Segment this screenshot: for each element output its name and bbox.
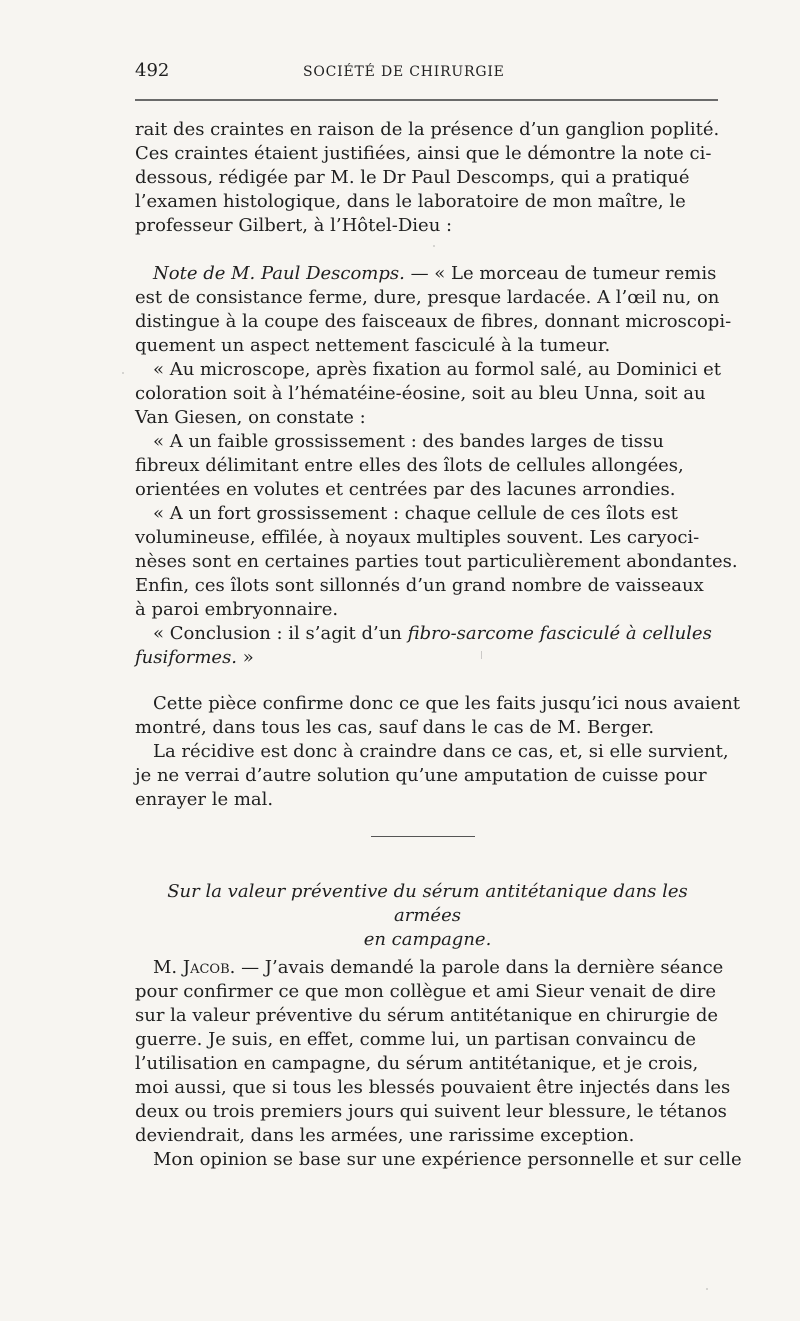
text-line: volumineuse, effilée, à noyaux multiples souvent. Les caryoci- xyxy=(135,527,700,548)
speech-first-line xyxy=(135,956,724,980)
text-line: La récidive est donc à craindre dans ce cas, et, si elle survient, xyxy=(153,741,729,762)
text-line: je ne verrai d’autre solution qu’une amputation de cuisse pour xyxy=(135,765,707,786)
page-number: 492 xyxy=(135,60,170,81)
text-line: l’examen histologique, dans le laboratoire de mon maître, le xyxy=(135,191,686,212)
conclusion-diagnosis: fibro-sarcome fasciculé à cellules xyxy=(407,623,712,644)
section-heading xyxy=(145,880,710,952)
header-rule xyxy=(135,99,718,101)
text-line: deux ou trois premiers jours qui suivent leur blessure, le tétanos xyxy=(135,1101,727,1122)
conclusion-line xyxy=(135,622,718,646)
text-line: est de consistance ferme, dure, presque lardacée. A l’œil nu, on xyxy=(135,287,720,308)
paper-speck xyxy=(122,372,124,374)
paper-speck xyxy=(481,651,482,659)
section-heading-line-2: en campagne. xyxy=(363,929,492,950)
running-title: SOCIÉTÉ DE CHIRURGIE xyxy=(303,64,505,80)
text-line: l’utilisation en campagne, du sérum antitétanique, et je crois, xyxy=(135,1053,699,1074)
running-head xyxy=(135,61,720,85)
histology-note xyxy=(135,262,738,670)
text-line: Ces craintes étaient justifiées, ainsi que le démontre la note ci- xyxy=(135,143,712,164)
note-intro-line xyxy=(135,262,718,286)
paper-speck xyxy=(433,245,435,247)
text-line: « A un fort grossissement : chaque cellule de ces îlots est xyxy=(153,503,678,524)
text-line: sur la valeur préventive du sérum antitétanique en chirurgie de xyxy=(135,1005,719,1026)
speech-opening: — J’avais demandé la parole dans la dernière séance xyxy=(235,957,724,978)
text-line: Cette pièce confirme donc ce que les faits jusqu’ici nous avaient xyxy=(153,693,741,714)
text-line: montré, dans tous les cas, sauf dans le cas de M. Berger. xyxy=(135,717,655,738)
text-line: nèses sont en certaines parties tout particulièrement abondantes. xyxy=(135,551,738,572)
speaker-name: M. Jacob. xyxy=(153,957,236,978)
text-line: moi aussi, que si tous les blessés pouvaient être injectés dans les xyxy=(135,1077,731,1098)
text-line: « Au microscope, après fixation au formol salé, au Dominici et xyxy=(153,359,721,380)
closing-paragraph xyxy=(135,692,741,812)
text-line: Mon opinion se base sur une expérience personnelle et sur celle xyxy=(153,1149,742,1170)
conclusion-line-2 xyxy=(135,646,718,670)
text-line: orientées en volutes et centrées par des lacunes arrondies. xyxy=(135,479,676,500)
text-line: fibreux délimitant entre elles des îlots de cellules allongées, xyxy=(135,455,684,476)
paper-speck xyxy=(706,1288,708,1290)
jacob-speech xyxy=(135,956,742,1172)
text-line: Van Giesen, on constate : xyxy=(135,407,366,428)
text-line: deviendrait, dans les armées, une rarissime exception. xyxy=(135,1125,635,1146)
conclusion-lead: « Conclusion : il s’agit d’un xyxy=(153,623,408,644)
text-line: quement un aspect nettement fasciculé à la tumeur. xyxy=(135,335,611,356)
text-line: coloration soit à l’hématéine-éosine, soit au bleu Unna, soit au xyxy=(135,383,706,404)
opening-paragraph xyxy=(135,118,718,238)
text-line: guerre. Je suis, en effet, comme lui, un partisan convaincu de xyxy=(135,1029,697,1050)
conclusion-diagnosis-end: fusiformes. xyxy=(135,647,238,668)
section-separator xyxy=(371,836,475,837)
text-line: « A un faible grossissement : des bandes larges de tissu xyxy=(153,431,664,452)
text-line: rait des craintes en raison de la présence d’un ganglion poplité. xyxy=(135,119,720,140)
text-line: pour confirmer ce que mon collègue et ami Sieur venait de dire xyxy=(135,981,717,1002)
text-line: distingue à la coupe des faisceaux de fibres, donnant microscopi- xyxy=(135,311,732,332)
text-line: enrayer le mal. xyxy=(135,789,274,810)
text-line: dessous, rédigée par M. le Dr Paul Descomps, qui a pratiqué xyxy=(135,167,690,188)
text-line: à paroi embryonnaire. xyxy=(135,599,339,620)
note-intro-text: — « Le morceau de tumeur remis xyxy=(404,263,717,284)
conclusion-close-quote: » xyxy=(237,647,254,668)
text-line: professeur Gilbert, à l’Hôtel-Dieu : xyxy=(135,215,453,236)
section-heading-line-1: Sur la valeur préventive du sérum antitétanique dans les armées xyxy=(167,881,688,926)
note-author: Note de M. Paul Descomps. xyxy=(153,263,405,284)
text-line: Enfin, ces îlots sont sillonnés d’un grand nombre de vaisseaux xyxy=(135,575,704,596)
